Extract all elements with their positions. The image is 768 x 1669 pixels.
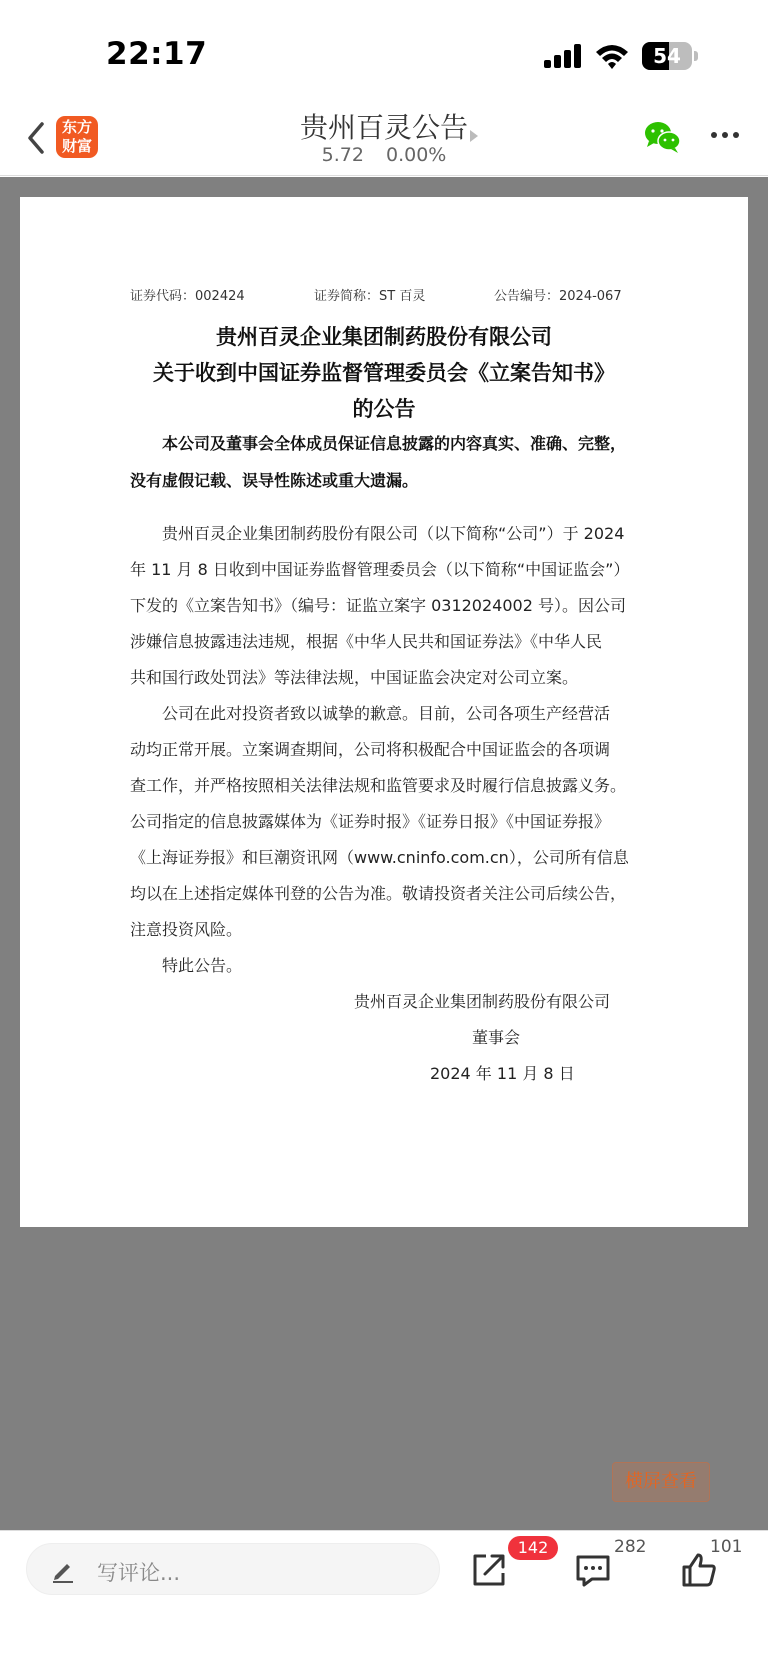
- more-icon[interactable]: [710, 120, 740, 150]
- document-meta: [20, 285, 748, 305]
- status-time: 22:17: [106, 36, 208, 72]
- body-line: 公司指定的信息披露媒体为《证券时报》《证券日报》《中国证券报》: [130, 812, 611, 831]
- security-short-name: 证券简称：ST 百灵: [314, 289, 426, 304]
- wechat-icon[interactable]: [644, 120, 682, 154]
- header: [0, 100, 768, 176]
- comment-placeholder: 写评论...: [97, 1561, 181, 1585]
- body-line: 公司在此对投资者致以诚挚的歉意。目前，公司各项生产经营活: [130, 704, 611, 723]
- comment-count: 282: [614, 1537, 647, 1557]
- pen-icon: [49, 1556, 77, 1584]
- document-title-line: 贵州百灵企业集团制药股份有限公司: [216, 325, 552, 349]
- landscape-view-button[interactable]: 横屏查看: [612, 1462, 710, 1502]
- signal-icon: [544, 44, 584, 68]
- wifi-icon: [594, 42, 630, 70]
- body-line: 贵州百灵企业集团制药股份有限公司（以下简称“公司”）于 2024: [130, 524, 625, 543]
- body-line: 年 11 月 8 日收到中国证券监督管理委员会（以下简称“中国证监会”）: [130, 560, 630, 579]
- comment-input[interactable]: [26, 1543, 440, 1595]
- body-line: 动均正常开展。立案调查期间，公司将积极配合中国证监会的各项调: [130, 740, 611, 759]
- document-title-line: 的公告: [352, 397, 416, 421]
- logo-line-2: 财富: [61, 137, 92, 155]
- security-code: 证券代码：002424: [130, 289, 245, 304]
- body-line: 下发的《立案告知书》（编号：证监立案字 0312024002 号）。因公司: [130, 596, 626, 615]
- statement-line: 没有虚假记载、误导性陈述或重大遗漏。: [130, 471, 419, 490]
- stock-change: 0.00%: [386, 144, 447, 166]
- bottom-bar: [0, 1530, 768, 1669]
- battery-icon: [642, 42, 692, 70]
- body-line: 均以在上述指定媒体刊登的公告为准。敬请投资者关注公司后续公告，: [130, 884, 627, 903]
- battery-nub: [694, 51, 698, 61]
- body-line: 《上海证券报》和巨潮资讯网（www.cninfo.com.cn），公司所有信息: [130, 848, 629, 867]
- document-title-line: 关于收到中国证券监督管理委员会《立案告知书》: [153, 361, 615, 385]
- share-count-badge: 142: [508, 1536, 558, 1560]
- share-icon[interactable]: [470, 1551, 508, 1589]
- body-line: 特此公告。: [130, 956, 243, 975]
- title-arrow-icon[interactable]: [470, 130, 478, 142]
- comment-icon[interactable]: [574, 1551, 612, 1589]
- notice-number: 公告编号：2024-067: [494, 289, 622, 304]
- body-line: 查工作，并严格按照相关法律法规和监管要求及时履行信息披露义务。: [130, 776, 627, 795]
- statement-line: 本公司及董事会全体成员保证信息披露的内容真实、准确、完整，: [130, 434, 627, 453]
- battery-level: 54: [653, 44, 681, 68]
- document-viewer[interactable]: [0, 177, 768, 1530]
- signature-company: 贵州百灵企业集团制药股份有限公司: [354, 992, 611, 1011]
- body-line: 涉嫌信息披露违法违规，根据《中华人民共和国证券法》《中华人民: [130, 632, 603, 651]
- signature-date: 2024 年 11 月 8 日: [430, 1064, 575, 1083]
- signature-board: 董事会: [472, 1028, 521, 1047]
- body-line: 共和国行政处罚法》等法律法规，中国证监会决定对公司立案。: [130, 668, 579, 687]
- body-line: 注意投资风险。: [130, 920, 243, 939]
- stock-price: 5.72: [321, 144, 364, 166]
- logo-line-1: 东方: [61, 118, 92, 136]
- like-count: 101: [710, 1537, 743, 1557]
- status-bar: [0, 0, 768, 100]
- document-page: [20, 197, 748, 1227]
- page-title: 贵州百灵公告: [299, 111, 468, 144]
